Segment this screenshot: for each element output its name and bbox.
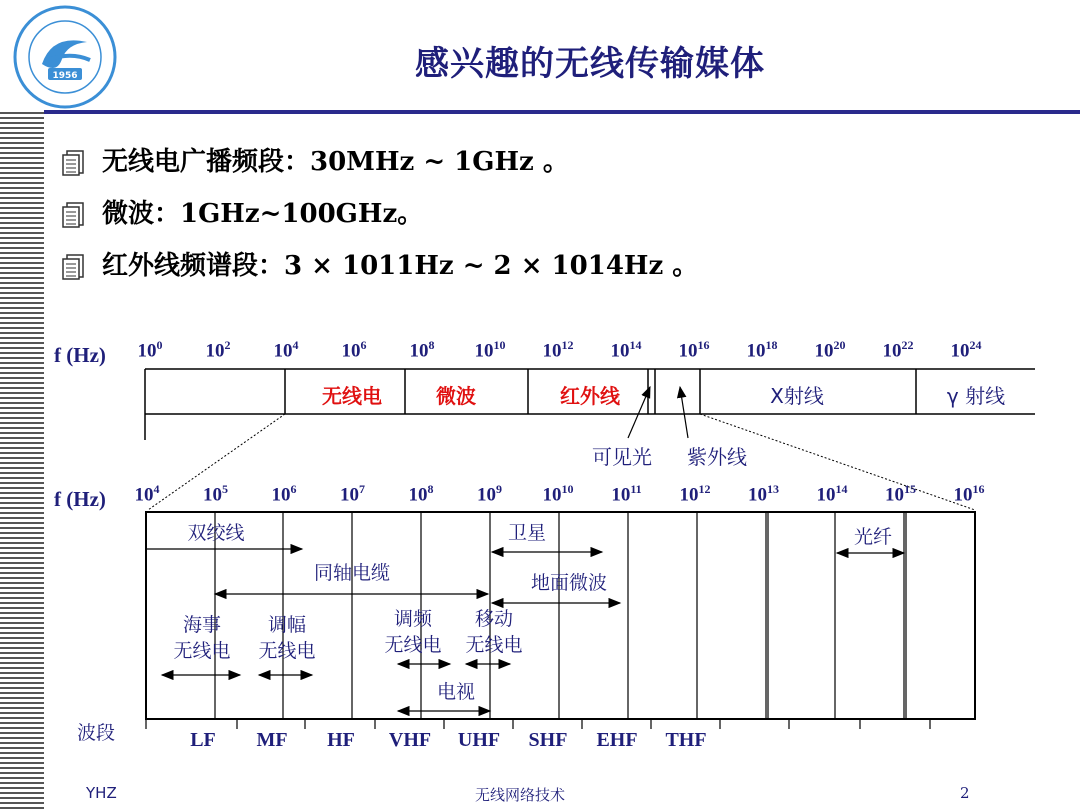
bottom-tick-label: $10^{15}$ [885,482,916,506]
band-name-uhf: UHF [457,729,501,751]
top-tick-label: $10^2$ [205,338,231,362]
bottom-tick-label: $10^{12}$ [679,482,711,506]
fm-radio-label [384,606,441,658]
visible-light-label: 可见光 [592,445,652,469]
fm-radio-line1: 调频 [393,608,433,630]
band-xray: X射线 [770,384,824,408]
band-name-shf: SHF [528,729,568,751]
band-axis-label: 波段 [76,722,116,744]
band-name-vhf: VHF [388,729,432,751]
footer-course: 无线网络技术 [475,786,566,804]
footer-author: YHZ [86,784,117,802]
band-radio: 无线电 [322,384,382,408]
bottom-tick-label: $10^6$ [271,482,297,506]
bottom-tick-label: $10^5$ [203,482,228,506]
mobile-radio-label [465,606,522,658]
am-radio-line1: 调幅 [267,614,307,636]
top-tick-label: $10^{12}$ [542,338,574,362]
top-axis-label: f (Hz) [54,343,106,367]
bottom-axis-label: f (Hz) [54,487,106,511]
am-radio-label [258,612,315,664]
band-microwave: 微波 [436,384,476,408]
top-tick-label: $10^{14}$ [610,338,642,362]
bottom-tick-label: $10^8$ [408,482,434,506]
fiber-label: 光纤 [853,526,893,548]
fm-radio-line2: 无线电 [384,634,442,656]
bottom-tick-label: $10^4$ [134,482,160,506]
top-tick-label: $10^{10}$ [474,338,506,362]
band-name-thf: THF [665,729,707,751]
bottom-tick-label: $10^{11}$ [611,482,642,506]
bottom-tick-label: $10^{13}$ [748,482,779,506]
terrestrial-microwave-label: 地面微波 [530,572,608,594]
bottom-tick-label: $10^{16}$ [953,482,985,506]
band-name-mf: MF [256,729,288,751]
svg-text:1956: 1956 [52,71,78,81]
ultraviolet-label: 紫外线 [687,445,747,469]
satellite-label: 卫星 [507,522,547,544]
band-name-hf: HF [327,729,355,751]
twisted-pair-label: 双绞线 [187,522,245,544]
bottom-tick-label: $10^{10}$ [542,482,574,506]
bottom-tick-label: $10^{14}$ [816,482,848,506]
top-tick-label: $10^4$ [273,338,299,362]
bullet-text: 微波：1GHz~100GHz。 [102,199,424,229]
band-name-ehf: EHF [596,729,638,751]
top-tick-label: $10^{22}$ [882,338,914,362]
band-name-lf: LF [190,729,216,751]
tv-label: 电视 [436,681,476,703]
bullet-text: 无线电广播频段：30MHz ~ 1GHz 。 [102,147,569,177]
maritime-radio-label [173,612,230,664]
mobile-radio-line1: 移动 [474,608,514,630]
top-tick-label: $10^{16}$ [678,338,710,362]
bullet-text: 红外线频谱段：3 × 1011Hz ~ 2 × 1014Hz 。 [102,251,699,281]
top-tick-label: $10^{20}$ [814,338,846,362]
maritime-radio-line1: 海事 [182,614,222,636]
mobile-radio-line2: 无线电 [465,634,523,656]
bottom-tick-label: $10^7$ [340,482,365,506]
maritime-radio-line2: 无线电 [173,640,231,662]
top-tick-label: $10^8$ [409,338,435,362]
top-tick-label: $10^0$ [137,338,163,362]
am-radio-line2: 无线电 [258,640,316,662]
page-title: 感兴趣的无线传输媒体 [415,44,765,84]
band-infrared: 红外线 [560,384,620,408]
top-tick-label: $10^{18}$ [746,338,778,362]
page-number: 2 [960,784,970,802]
band-gamma: γ 射线 [946,384,1006,408]
coax-label: 同轴电缆 [313,562,391,584]
top-tick-label: $10^6$ [341,338,367,362]
top-tick-label: $10^{24}$ [950,338,982,362]
bottom-tick-label: $10^9$ [477,482,502,506]
